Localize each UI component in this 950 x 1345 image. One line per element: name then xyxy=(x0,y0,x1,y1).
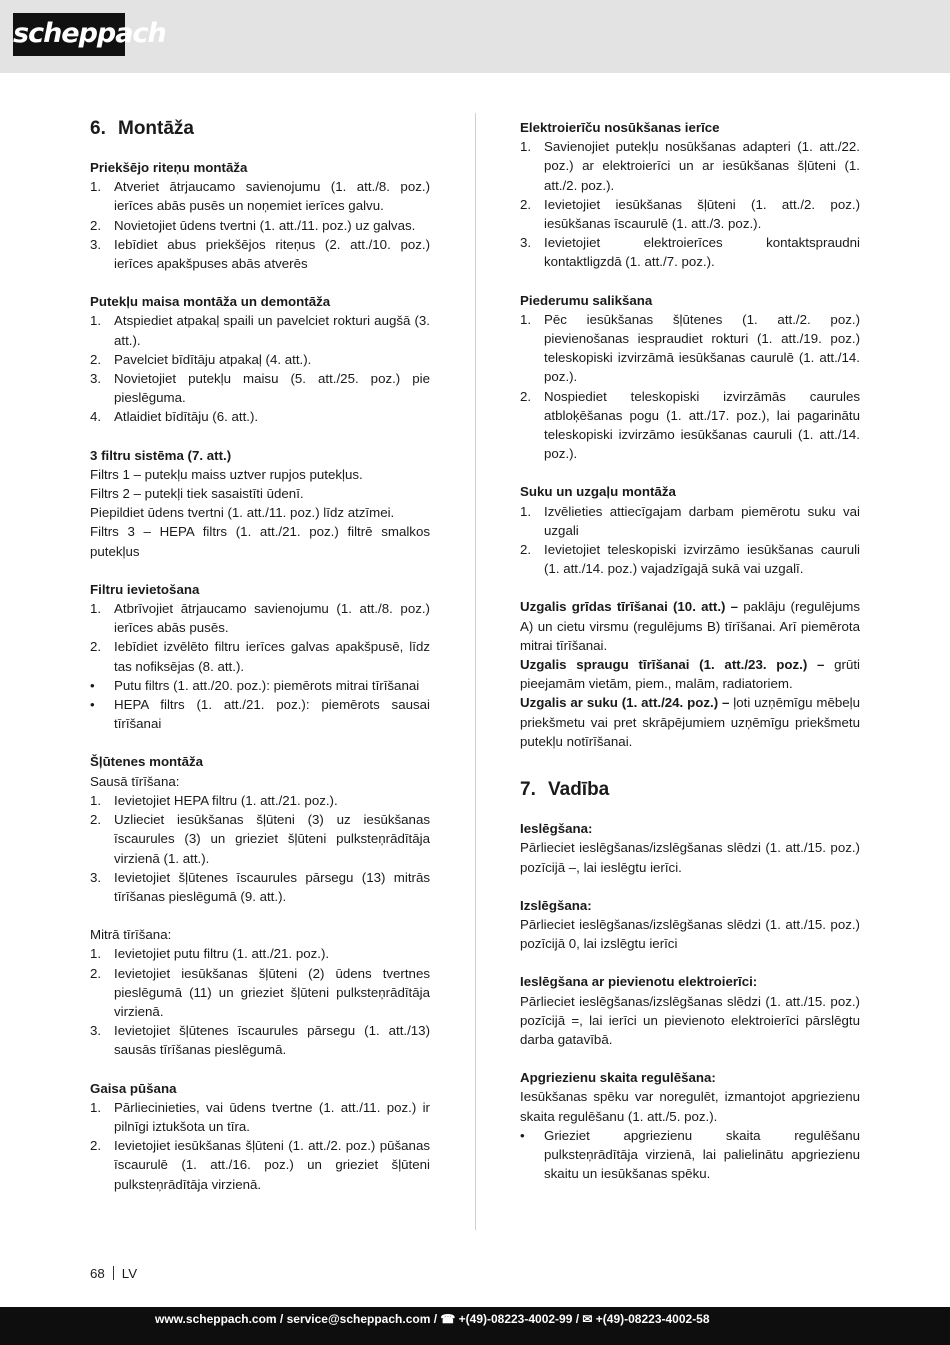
list-item xyxy=(90,695,430,733)
content-block xyxy=(520,118,860,272)
operation-heading: Apgriezienu skaita regulēšana: xyxy=(520,1070,716,1086)
nozzle-paragraph xyxy=(520,597,860,655)
list-text: Putu filtrs (1. att./20. poz.): piemērots mitrai tīrīšanai xyxy=(114,677,420,693)
list-item xyxy=(90,964,430,1022)
list-text: HEPA filtrs (1. att./21. poz.): piemērots sausai tīrīšanai xyxy=(114,697,430,732)
list-text: Savienojiet putekļu nosūkšanas adapteri (1. att./22. poz.) ar elektroierīci un ar iesūkšanas šļūteni (1. att./2. poz.). xyxy=(544,139,860,193)
section-heading: Šļūtenes montāža xyxy=(90,754,204,770)
section-heading: Suku un uzgaļu montāža xyxy=(520,484,676,500)
list-item xyxy=(90,522,430,560)
list-item xyxy=(520,387,860,464)
list-text: Filtrs 2 – putekļi tiek sasaistīti ūdenī. xyxy=(90,486,304,502)
list-marker: 3. xyxy=(90,236,102,252)
list-item xyxy=(90,407,430,426)
page-header xyxy=(0,0,950,73)
list-text: Pārliecinieties, vai ūdens tvertne (1. att./11. poz.) ir pilnīgi iztukšota un tīra. xyxy=(114,1099,430,1134)
list-marker: 3. xyxy=(90,1023,102,1039)
operation-text: Pārlieciet ieslēgšanas/izslēgšanas slēdzi (1. att./15. poz.) pozīcijā =, lai ierīci un pievienoto elektroierīci pārslēgtu darba gatavībā. xyxy=(520,993,860,1047)
list-item xyxy=(90,369,430,407)
list-item xyxy=(90,1098,430,1136)
right-column xyxy=(520,118,860,1183)
nozzle-descriptions xyxy=(520,597,860,751)
nozzle-name: Uzgalis spraugu tīrīšanai (1. att./23. poz.) – xyxy=(520,657,825,673)
list-marker: 4. xyxy=(90,409,102,425)
section-heading: Putekļu maisa montāža un demontāža xyxy=(90,294,331,310)
list-text: Ievietojiet iesūkšanas šļūteni (1. att./2. poz.) iesūkšanas īscaurulē (1. att./3. poz.). xyxy=(544,196,860,232)
list-text: Atlaidiet bīdītāju (6. att.). xyxy=(114,409,259,425)
list-item xyxy=(90,465,430,484)
content-block xyxy=(90,292,430,426)
list-text: Iebīdiet izvēlēto filtru ierīces galvas apakšpusē, līdz tas nofiksējas (8. att.). xyxy=(114,639,430,674)
list-item: • Grieziet apgriezienu skaita regulēšanu pulksteņrādītāja virzienā, lai palielinātu apgriezienu skaitu un iesūkšanas spēku. xyxy=(520,1127,860,1182)
list-text: Ievietojiet HEPA filtru (1. att./21. poz.). xyxy=(114,792,338,808)
nozzle-text: grūti pieejamām vietām, piem., malām, radiatoriem. xyxy=(520,657,860,692)
operation-heading: Ieslēgšana ar pievienotu elektroierīci: xyxy=(520,974,758,990)
list-text: Atspiediet atpakaļ spaili un pavelciet rokturi augšā (3. att.). xyxy=(114,313,430,348)
list-text: Ievietojiet iesūkšanas šļūteni (2) ūdens tvertnes pieslēgumā (11) un grieziet šļūteni pulksteņrādītāja virzienā. xyxy=(114,965,430,1019)
operation-block xyxy=(520,896,860,954)
list-text: Ievietojiet teleskopiski izvirzāmo iesūkšanas cauruli (1. att./14. poz.) vajadzīgajā sukā vai uzgalī. xyxy=(544,542,860,577)
section-heading: 3 filtru sistēma (7. att.) xyxy=(90,447,232,463)
list-text: Ievietojiet šļūtenes īscaurules pārsegu (13) mitrās tīrīšanas pieslēgumā (9. att.). xyxy=(114,869,430,904)
content-block xyxy=(90,1079,430,1194)
list-item xyxy=(90,311,430,349)
list-item xyxy=(520,540,860,578)
list-item xyxy=(90,599,430,637)
list-text: Novietojiet putekļu maisu (5. att./25. poz.) pie pieslēguma. xyxy=(114,371,430,406)
list-text: Ievietojiet iesūkšanas šļūteni (1. att./2. poz.) pūšanas īscaurulē (1. att./16. poz.) un grieziet šļūteni pulksteņrādītāja virzienā. xyxy=(114,1138,430,1192)
list-marker: • xyxy=(90,697,95,713)
list-marker: 1. xyxy=(520,503,532,519)
list-item xyxy=(520,502,860,540)
section-heading: Gaisa pūšana xyxy=(90,1080,177,1096)
list-item xyxy=(520,195,860,233)
list-text: Mitrā tīrīšana: xyxy=(90,927,172,943)
list-item xyxy=(90,177,430,215)
content-block xyxy=(90,580,430,734)
list-text: Izvēlieties attiecīgajam darbam piemērotu suku vai uzgali xyxy=(544,503,860,538)
list-marker: 2. xyxy=(520,542,532,558)
content-block xyxy=(90,752,430,906)
list-marker: 2. xyxy=(90,351,102,367)
nozzle-paragraph xyxy=(520,693,860,751)
list-text: Sausā tīrīšana: xyxy=(90,773,180,789)
nozzle-text: ļoti uzņēmīgu mēbeļu priekšmetu vai pret skrāpējumiem uzņēmīgu priekšmetu putekļu notīrīšanai. xyxy=(520,695,861,749)
list-marker: 1. xyxy=(520,139,532,155)
list-marker: 2. xyxy=(520,196,532,212)
operation-text: Pārlieciet ieslēgšanas/izslēgšanas slēdzi (1. att./15. poz.) pozīcijā –, lai ieslēgtu ierīci. xyxy=(520,840,860,875)
list-item xyxy=(90,484,430,503)
operation-heading: Ieslēgšana: xyxy=(520,821,593,837)
list-text: Filtrs 1 – putekļu maiss uztver rupjos putekļus. xyxy=(90,466,363,482)
content-block xyxy=(520,291,860,464)
list-item xyxy=(90,676,430,695)
list-text: Ievietojiet šļūtenes īscaurules pārsegu (1. att./13) sausās tīrīšanas pieslēgumā. xyxy=(114,1023,430,1058)
list-text: Atbrīvojiet ātrjaucamo savienojumu (1. att./8. poz.) ierīces abās pusēs. xyxy=(114,601,430,636)
column-divider xyxy=(475,113,476,1230)
section-title-vadiba: 7. Vadība xyxy=(520,779,610,801)
list-marker: 1. xyxy=(90,179,102,195)
section-heading: Elektroierīču nosūkšanas ierīce xyxy=(520,120,720,135)
operation-heading: Izslēgšana: xyxy=(520,897,592,913)
operation-block xyxy=(520,972,860,1049)
operation-text: Pārlieciet ieslēgšanas/izslēgšanas slēdzi (1. att./15. poz.) pozīcijā 0, lai izslēgtu ierīci xyxy=(520,916,860,952)
nozzle-name: Uzgalis ar suku (1. att./24. poz.) – xyxy=(520,695,730,711)
list-item xyxy=(520,233,860,271)
list-text: Pēc iesūkšanas šļūtenes (1. att./2. poz.) pievienošanas iespraudiet rokturi (1. att./19. poz.) teleskopiski izvirzāmā iesūkšanas caurulē (1. att./14. poz.). xyxy=(544,311,860,385)
content-block xyxy=(90,446,430,561)
footer-contact: www.scheppach.com / service@scheppach.com / ☎ +(49)-08223-4002-99 / ✉ +(49)-08223-4002-58 xyxy=(155,1312,710,1326)
list-text: Filtrs 3 – HEPA filtrs (1. att./21. poz.) filtrē smalkos putekļus xyxy=(90,524,430,559)
list-marker: 1. xyxy=(90,313,102,329)
list-item xyxy=(90,1021,430,1059)
list-item xyxy=(90,637,430,675)
list-item xyxy=(90,868,430,906)
list-marker: • xyxy=(90,677,95,693)
section-heading: Filtru ievietošana xyxy=(90,581,200,597)
list-marker: 3. xyxy=(90,869,102,885)
list-item xyxy=(90,350,430,369)
list-item xyxy=(90,944,430,963)
list-item xyxy=(90,772,430,791)
operation-block xyxy=(520,1068,860,1126)
section-heading: Priekšējo riteņu montāža xyxy=(90,160,248,175)
list-marker: 1. xyxy=(90,946,102,962)
list-marker: 2. xyxy=(90,639,102,655)
nozzle-paragraph xyxy=(520,655,860,693)
right-sections xyxy=(520,118,860,578)
list-marker: 2. xyxy=(520,388,532,404)
list-text: Ievietojiet elektroierīces kontaktspraudni kontaktligzdā (1. att./7. poz.). xyxy=(544,235,860,270)
content-block xyxy=(520,482,860,578)
section-heading: Piederumu salikšana xyxy=(520,292,653,308)
list-text: Uzlieciet iesūkšanas šļūteni (3) uz iesūkšanas īscaurules (3) un grieziet šļūteni pulksteņrādītāja virzienā (1. att.). xyxy=(114,812,430,866)
list-marker: 3. xyxy=(90,371,102,387)
nozzle-name: Uzgalis grīdas tīrīšanai (10. att.) – xyxy=(520,599,739,615)
list-marker: 2. xyxy=(90,1138,102,1154)
operation-text: Iesūkšanas spēku var noregulēt, izmantojot apgriezienu skaita regulēšanu (1. att./5. poz.). xyxy=(520,1089,860,1124)
list-marker: 1. xyxy=(90,1099,102,1115)
list-text: Pavelciet bīdītāju atpakaļ (4. att.). xyxy=(114,351,312,367)
list-marker: 2. xyxy=(90,217,102,233)
nozzle-text: paklāju (regulējums A) un cietu virsmu (regulējums B) tīrīšanai. Arī piemērota mitrai tīrīšanai. xyxy=(520,599,860,653)
operation-sections xyxy=(520,819,860,1126)
list-item xyxy=(90,925,430,944)
list-item xyxy=(90,216,430,235)
list-text: Ievietojiet putu filtru (1. att./21. poz.). xyxy=(114,946,330,962)
scheppach-logo: scheppach xyxy=(13,13,125,56)
list-item xyxy=(90,810,430,868)
list-marker: 2. xyxy=(90,812,102,828)
list-marker: 1. xyxy=(520,311,532,327)
list-text: Atveriet ātrjaucamo savienojumu (1. att./8. poz.) ierīces abās pusēs un noņemiet ierīces galvu. xyxy=(114,179,430,214)
list-marker: 1. xyxy=(90,601,102,617)
list-marker: 2. xyxy=(90,965,102,981)
list-item xyxy=(90,235,430,273)
list-item xyxy=(90,1136,430,1194)
list-text: Piepildiet ūdens tvertni (1. att./11. poz.) līdz atzīmei. xyxy=(90,505,395,521)
list-marker: 3. xyxy=(520,235,532,251)
section-title-montaza: 6. Montāža xyxy=(90,118,194,139)
operation-block xyxy=(520,819,860,877)
list-item xyxy=(90,791,430,810)
left-column xyxy=(90,118,430,1213)
list-item xyxy=(520,310,860,387)
list-text: Nospiediet teleskopiski izvirzāmās caurules atbloķēšanas pogu (1. att./17. poz.), lai pagarinātu teleskopiski izvirzāmo iesūkšanas cauruli (1. att./14. poz.). xyxy=(544,388,860,462)
content-block xyxy=(90,925,430,1059)
divider xyxy=(113,1266,114,1280)
list-item xyxy=(90,503,430,522)
list-marker: 1. xyxy=(90,792,102,808)
page-number: 68 LV xyxy=(90,1266,138,1281)
list-item xyxy=(520,137,860,195)
left-sections xyxy=(90,158,430,1194)
list-text: Iebīdiet abus priekšējos riteņus (2. att./10. poz.) ierīces apakšpuses abās atverēs xyxy=(114,236,430,272)
list-text: Novietojiet ūdens tvertni (1. att./11. poz.) uz galvas. xyxy=(114,217,416,233)
content-block xyxy=(90,158,430,273)
